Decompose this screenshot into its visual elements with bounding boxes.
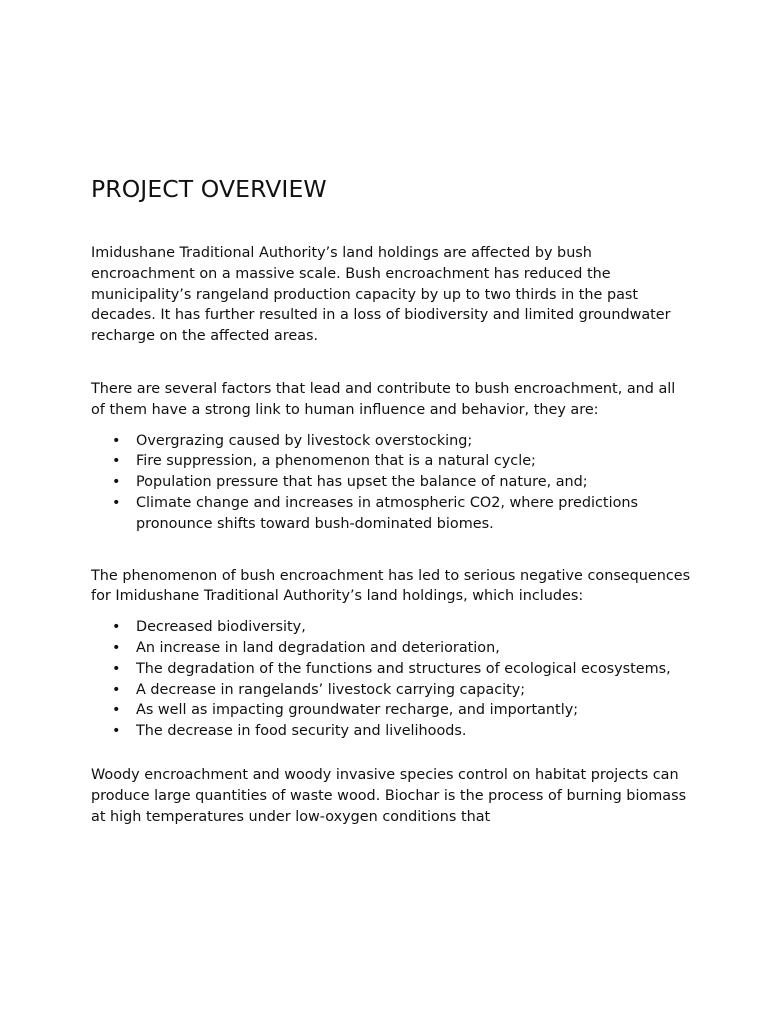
bullet-icon: • (112, 494, 121, 511)
list-item: • Climate change and increases in atmospheric CO2, where predictions pronounce shifts toward bush-dominated biomes. (112, 494, 638, 532)
list-item: • Fire suppression, a phenomenon that is a natural cycle; (91, 451, 691, 472)
list-item: • The degradation of the functions and structures of ecological ecosystems, (91, 659, 691, 680)
list-item: • The decrease in food security and livelihoods. (91, 721, 691, 742)
bullet-icon: • (112, 660, 121, 677)
list-item: • Decreased biodiversity, (91, 617, 691, 638)
bullet-icon: • (112, 432, 121, 449)
bullet-icon: • (112, 474, 121, 491)
paragraph-biochar: Woody encroachment and woody invasive species control on habitat projects can produce large quantities of waste wood. Biochar is the process of burning biomass at high temperatures under low-oxygen conditions that (91, 766, 687, 825)
list-item: • Overgrazing caused by livestock overstocking; (91, 431, 691, 452)
page-title: PROJECT OVERVIEW (91, 175, 327, 203)
list-item: • A decrease in rangelands’ livestock carrying capacity; (91, 680, 691, 701)
bullet-icon: • (112, 723, 121, 740)
paragraph-intro: Imidushane Traditional Authority’s land holdings are affected by bush encroachment on a massive scale. Bush encroachment has reduced the municipality’s rangeland production capacity by up to two thirds in the past decades. It has further resulted in a loss of biodiversity and limited groundwater recharge on the affected areas. (91, 245, 671, 345)
consequences-list (91, 617, 691, 742)
list-item: • Population pressure that has upset the balance of nature, and; (91, 472, 691, 493)
bullet-icon: • (112, 619, 121, 636)
paragraph-factors: There are several factors that lead and contribute to bush encroachment, and all of them have a strong link to human influence and behavior, they are: (91, 380, 676, 418)
bullet-icon: • (112, 453, 121, 470)
bullet-icon: • (112, 702, 121, 719)
paragraph-consequences: The phenomenon of bush encroachment has led to serious negative consequences for Imidushane Traditional Authority’s land holdings, which includes: (91, 567, 691, 605)
factors-list (91, 431, 691, 535)
document-page (91, 172, 691, 827)
bullet-icon: • (112, 639, 121, 656)
list-item: • As well as impacting groundwater recharge, and importantly; (91, 700, 691, 721)
bullet-icon: • (112, 681, 121, 698)
list-item: • An increase in land degradation and deterioration, (91, 638, 691, 659)
